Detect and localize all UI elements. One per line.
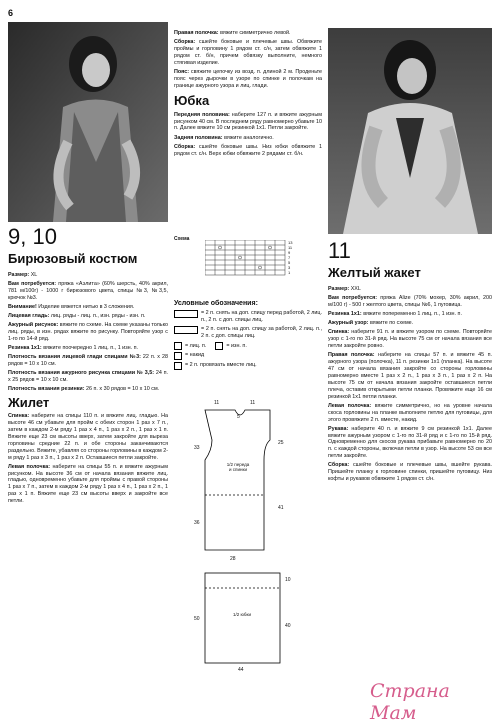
photo-yellow-jacket	[328, 28, 492, 234]
rib-label: Резинка 1х1:	[8, 345, 42, 352]
skirt-assembly-label: Сборка:	[174, 143, 196, 150]
cable-back-icon	[174, 326, 198, 334]
chart-row-11: 11	[288, 245, 293, 250]
rib-text: вяжите поочередно 1 лиц. п., 1 изн. п.	[41, 345, 139, 352]
skirt-assembly-text: сшейте боковые швы. Низ юбки обвяжите 1 рядом ст. с/н. Верх юбки обвяжите 2 рядами ст. б/н.	[174, 143, 322, 157]
skirt-pattern-diagram	[190, 568, 305, 678]
vest-dim-right-lower: 41	[278, 505, 284, 511]
knitting-chart	[205, 240, 295, 285]
legend-item-4: = изн. п.	[226, 342, 247, 349]
lace-pattern-label: Ажурный рисунок:	[8, 322, 59, 329]
back-half-label: Задняя половина:	[174, 134, 223, 141]
vest-dim-left-lower: 36	[194, 520, 200, 526]
jacket-assembly-text: сшейте боковые и плечевые швы, вшейте рукава. Пришейте планку к горловине спинки, пришейте пуговицу. Низ кофты и рукавов обвяжите 1 рядом ст. с/н.	[328, 462, 492, 483]
skirt-piece-label: 1/2 юбки	[233, 612, 251, 617]
lace-pattern-text: вяжите по схеме. На схеме указаны только лиц. ряды, в изн. рядах вяжите по рисунку. Повторяйте узор с 1-го по 14-й ряд.	[8, 322, 168, 342]
vest-pattern-diagram	[190, 400, 300, 570]
model-number-left: 9, 10	[8, 224, 57, 249]
jacket-size-value: XXL	[349, 286, 361, 292]
legend-item-2: = 2 п. снять на доп. спицу за работой, 2 лиц. п., 2 п. с доп. спицы лиц.	[201, 326, 322, 339]
jacket-back-label: Спинка:	[328, 329, 350, 336]
cable-front-icon	[174, 310, 198, 318]
legend-title: Условные обозначения:	[174, 300, 258, 307]
jacket-right-front-label: Правая полочка:	[328, 352, 375, 359]
vest-dim-bottom: 28	[230, 556, 236, 562]
right-front-label: Правая полочка:	[174, 30, 219, 36]
size-label: Размер:	[8, 272, 30, 278]
knit-stitch-icon	[174, 342, 182, 350]
chart-row-3: 3	[288, 265, 291, 270]
jacket-size-label: Размер:	[328, 286, 350, 292]
vest-assembly-text: сшейте боковые и плечевые швы. Обвяжите проймы и горловину 1 рядом ст. с/н, затем обвяжите 1 рядом ст. б/н, причем обвязку выполните, немного стягивая изделие.	[174, 39, 322, 66]
skirt-dim-bottom: 44	[238, 667, 244, 673]
belt-label: Пояс:	[174, 68, 190, 75]
chart-row-1: 1	[288, 270, 291, 275]
jacket-materials-label: Вам потребуется:	[328, 295, 378, 302]
vest-dim-top-left: 11	[214, 400, 220, 406]
vest-dim-left-upper: 33	[194, 445, 200, 451]
vest-dim-neck: 5	[237, 414, 240, 420]
right-front-text: вяжите симметрично левой.	[218, 30, 291, 36]
purl-stitch-icon	[215, 342, 223, 350]
front-half-text: наберите 127 п. и вяжите ажурным рисунком 40 см. В последнем ряду равномерно убавьте 10 п. Далее вяжите 10 см резинкой 1х1. Петли закройте.	[174, 111, 323, 132]
vest-dim-right-upper: 25	[278, 440, 284, 446]
chart-row-9: 9	[288, 250, 291, 255]
density3-text: 26 п. х 30 рядов = 10 х 10 см.	[84, 386, 160, 393]
title-skirt: Юбка	[174, 92, 210, 108]
chart-row-13: 13	[288, 240, 293, 245]
vest-left-front-label: Левая полочка:	[8, 463, 51, 470]
jacket-materials-text: пряжа Alize (70% мохер, 30% акрил, 200 м/100 г) - 500 г желтого цвета, спицы №6, 1 пуговица.	[328, 295, 492, 308]
legend-item-5: = накид	[185, 352, 205, 358]
yarn-over-icon	[174, 352, 182, 360]
skirt-dim-body: 40	[285, 623, 291, 629]
legend-item-6: = 2 п. провязать вместе лиц.	[185, 362, 257, 368]
title-vest: Жилет	[8, 395, 50, 411]
legend-item-1: = 2 п. снять на доп. спицу перед работой, 2 лиц. п., 2 п. с доп. спицы лиц.	[201, 310, 322, 323]
title-yellow-jacket: Желтый жакет	[328, 265, 421, 280]
materials-label: Вам потребуется:	[8, 281, 57, 288]
skirt-dim-waistband: 10	[285, 577, 291, 583]
page-number: 6	[8, 8, 14, 18]
model-yellow-figure	[328, 28, 492, 234]
vest-left-front-text: наберите на спицы 55 п. и вяжите ажурным рисунком. На высоте 36 см от начала вязания вяжите лиц. гладью, одновременно убавьте для проймы с правой стороны 1 раз х 7 п., затем в каждом 2-м ряду 1 раз х 4 п., 1 раз х 2 п., 1 раз х 1 п. Вяжите еще 23 см высоты вверх и закройте все петли.	[8, 463, 168, 505]
site-watermark: Страна Мам	[370, 680, 450, 724]
attention-text: Изделие вяжется нитью в 3 сложения.	[36, 304, 135, 310]
jacket-left-front-text: вяжите симметрично, но на уровне начала скоса горловины на планке выполните петлю для пуговицы, для этого провяжите 2 п. вместе, накид.	[328, 402, 492, 423]
density1-text: 22 п. х 28 рядов = 10 х 10 см.	[8, 354, 168, 368]
density2-label: Плотность вязания ажурного рисунка спицами № 3,5:	[8, 370, 155, 377]
jacket-rib-text: вяжите попеременно 1 лиц. п., 1 изн. п.	[361, 311, 462, 318]
jacket-back-text: наберите 91 п. и вяжите узором по схеме. Повторяйте узор с 1-го по 31-й ряд. На высоте 75 см от начала вязания все петли закройте ровно.	[328, 329, 492, 350]
model-number-right: 11	[328, 238, 351, 263]
jacket-lace-text: вяжите по схеме.	[368, 320, 414, 327]
materials-text: пряжа «Аэлита» (60% шерсть, 40% акрил, 781 м/100г) - 1000 г бирюзового цвета, спицы №3, №3,5, крючок №3.	[8, 281, 168, 301]
density2-text: 24 п. х 25 рядов = 10 х 10 см.	[8, 370, 168, 384]
jacket-rib-label: Резинка 1х1:	[328, 311, 362, 318]
k2tog-icon	[174, 362, 182, 370]
chart-row-5: 5	[288, 260, 291, 265]
front-half-label: Передняя половина:	[174, 111, 230, 118]
density1-label: Плотность вязания лицевой глади спицами №3:	[8, 354, 141, 361]
vest-assembly-label: Сборка:	[174, 39, 196, 46]
jacket-sleeve-text: наберите 40 п. и вяжите 9 см резинкой 1х1. Далее вяжите ажурным узором с 1-го по 31-й ряд и с 1-го по 15-й ряд. Одновременно для скосов рукава прибавьте равномерно по 20 п. с каждой стороны, включая петли в узор. На высоте 53 см все петли закройте.	[328, 425, 492, 460]
jacket-assembly-label: Сборка:	[328, 462, 350, 469]
knitting-chart-label: Схема	[174, 236, 190, 242]
model-turquoise-figure	[8, 22, 168, 222]
size-value: XL	[29, 272, 38, 278]
jacket-right-front-text: наберите на спицы 57 п. и вяжите 45 п. ажурного узора (полочка), 11 п. резинки 1х1 (планка). На высоте 47 см от начала вязания закройте со стороны горловины равномерно вместе 1 раз х 2 п., 1 раз х 3 п., 1 раз х 2 п. На высоте 75 см от начала вязания закройте оставшиеся петли плеча, оставив открытыми петли планки. Провяжите еще 16 см резинкой 1х1 петли планки.	[328, 352, 492, 400]
vest-dim-top-right: 11	[250, 400, 256, 406]
attention-label: Внимание!	[8, 304, 37, 310]
back-half-text: вяжите аналогично.	[222, 134, 274, 141]
jacket-sleeve-label: Рукава:	[328, 425, 349, 432]
jacket-lace-label: Ажурный узор:	[328, 320, 369, 327]
skirt-dim-left: 50	[194, 616, 200, 622]
vest-piece-label: 1/2 переда и спинки	[226, 462, 250, 472]
title-turquoise-suit: Бирюзовый костюм	[8, 251, 138, 266]
vest-back-text: наберите на спицы 110 п. и вяжите лиц. гладью. На высоте 46 см убавьте для пройм с обеих сторон 1 раз х 7 п., затем в каждом 2-м ряду 1 раз х 4 п., 1 раз х 2 п., 1 раз х 1 п. Вяжите еще 23 см высоты вверх, затем закройте для выреза горловины средние 22 п. и обе стороны заканчиваются раздельно. Вяжите, убавляя со стороны горловины в каждом 2-м ряду 1 раз х 3 п., 1 раз х 2 п. Оставшиеся петли закройте.	[8, 413, 168, 461]
face-stitch-label: Лицевая гладь:	[8, 313, 50, 320]
vest-back-label: Спинка:	[8, 413, 30, 420]
photo-turquoise-suit	[8, 22, 168, 222]
belt-text: свяжите цепочку из возд. п. длиной 2 м. Проденьте пояс через дырочки в узоре по спинке и полочкам на границе ажурного узора и лиц. глади.	[174, 68, 322, 89]
density3-label: Плотность вязания резинки:	[8, 386, 85, 393]
chart-row-7: 7	[288, 255, 291, 260]
face-stitch-text: лиц. ряды - лиц. п., изн. ряды - изн. п.	[49, 313, 146, 320]
legend-item-3: = лиц. п.	[185, 342, 207, 349]
jacket-left-front-label: Левая полочка:	[328, 402, 372, 409]
